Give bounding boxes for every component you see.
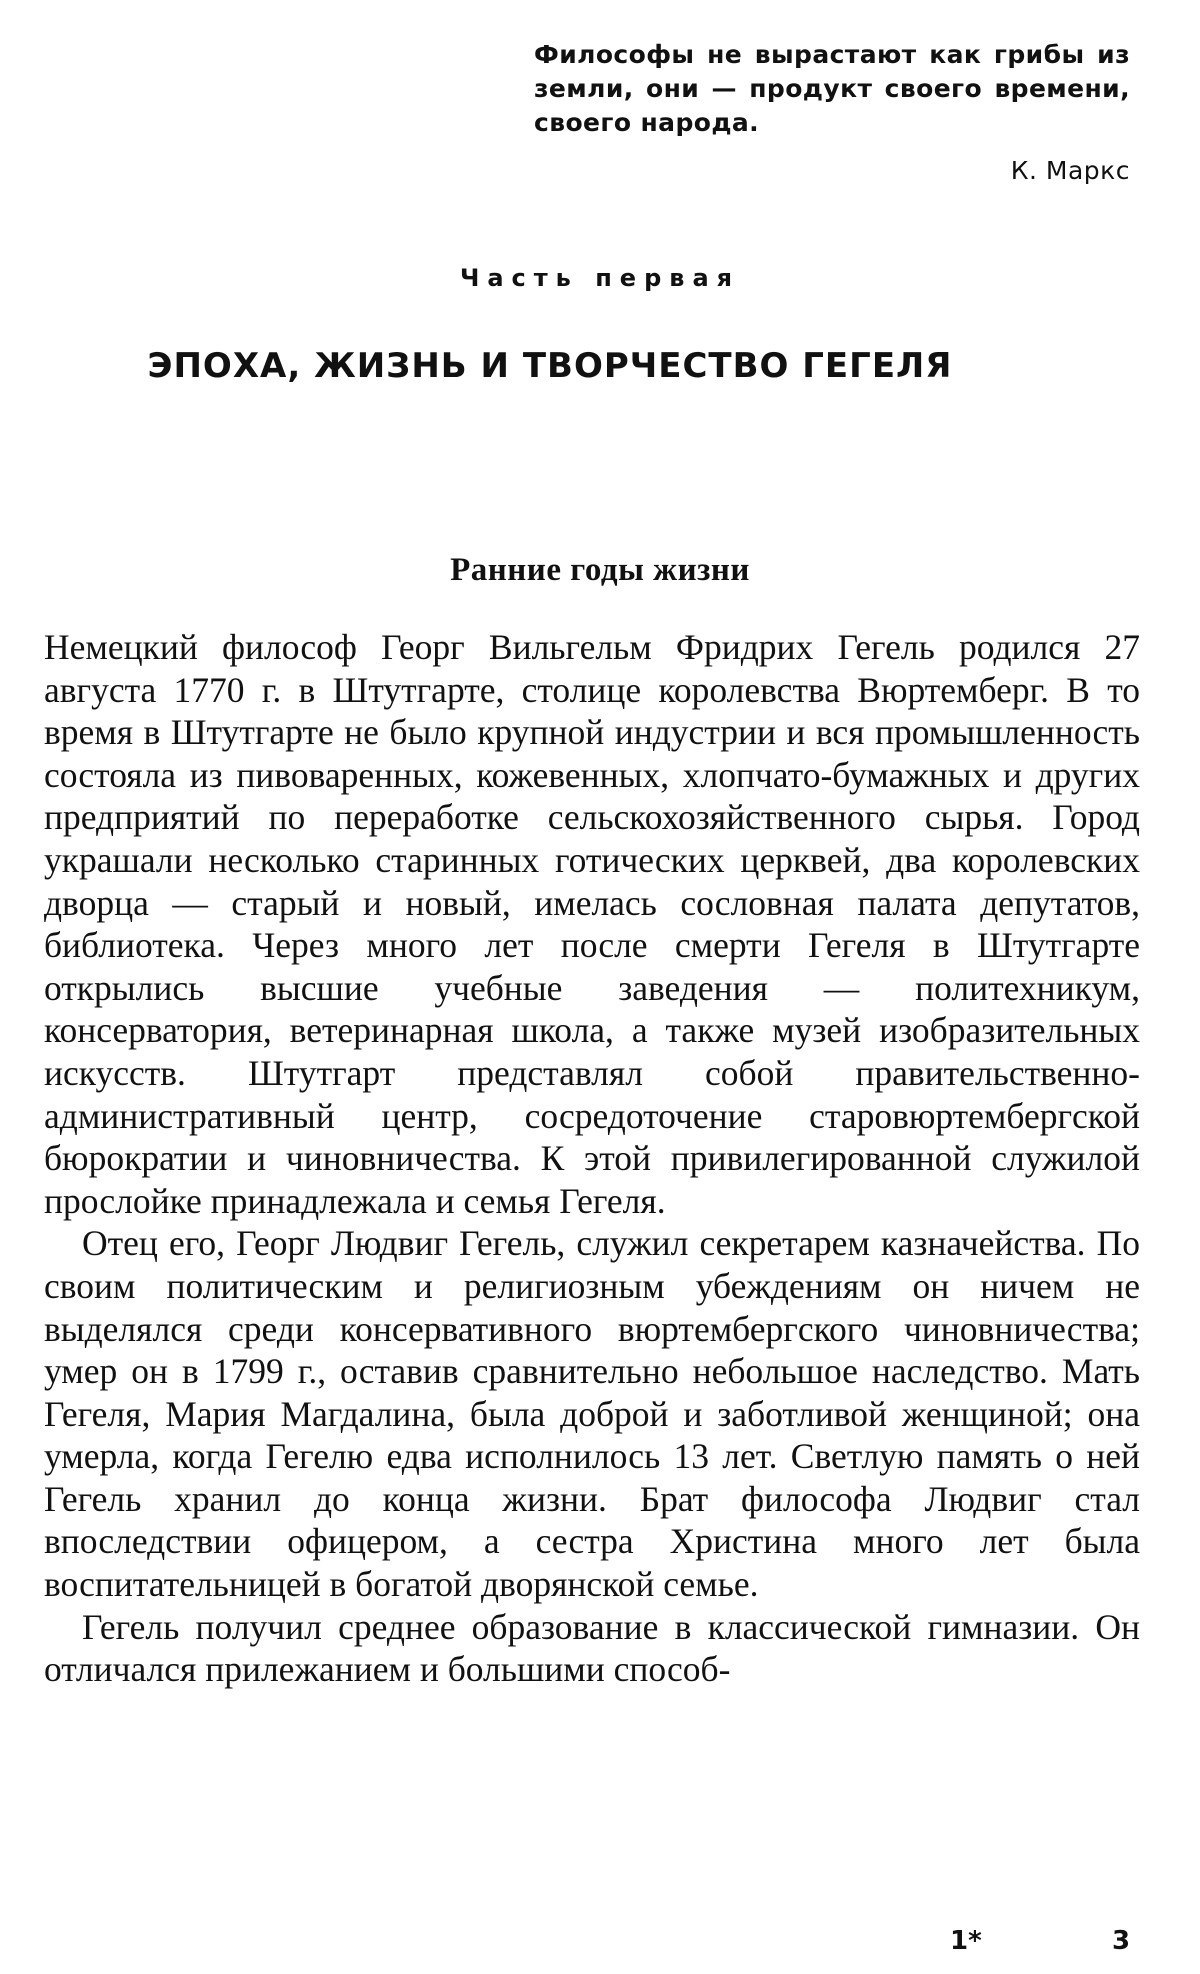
page-number: 3 bbox=[1112, 1926, 1131, 1956]
part-label: Часть первая bbox=[459, 264, 741, 292]
paragraph-2: Отец его, Георг Людвиг Гегель, служил секретарем казначейства. По своим политическим и религиозным убеждениям он ничем не выделялся среди консервативного вюртембергского чиновничества; умер он в 1799 г., оставив сравнительно небольшое наследство. Мать Гегеля, Мария Магдалина, была доброй и заботливой женщиной; она умерла, когда Гегелю едва исполнилось 13 лет. Светлую память о ней Гегель хранил до конца жизни. Брат философа Людвиг стал впоследствии офицером, а сестра Христина много лет была воспитательницей в богатой дворянской семье. bbox=[44, 1223, 1140, 1605]
epigraph-quote: Философы не вырастают как грибы из земли, они — продукт своего времени, своего народа. bbox=[534, 40, 1130, 137]
body-text bbox=[44, 626, 1140, 1691]
section-heading: Ранние годы жизни bbox=[450, 552, 750, 588]
epigraph-author: К. Маркс bbox=[1010, 156, 1130, 185]
paragraph-3: Гегель получил среднее образование в классической гимназии. Он отличался прилежанием и большими способ- bbox=[44, 1606, 1140, 1690]
part-title: ЭПОХА, ЖИЗНЬ И ТВОРЧЕСТВО ГЕГЕЛЯ bbox=[147, 346, 953, 386]
paragraph-1: Немецкий философ Георг Вильгельм Фридрих Гегель родился 27 августа 1770 г. в Штутгарте, столице королевства Вюртемберг. В то время в Штутгарте не было крупной индустрии и вся промышленность состояла из пивоваренных, кожевенных, хлопчато-бумажных и других предприятий по переработке сельскохозяйственного сырья. Город украшали несколько старинных готических церквей, два королевских дворца — старый и новый, имелась сословная палата депутатов, библиотека. Через много лет после смерти Гегеля в Штутгарте открылись высшие учебные заведения — политехникум, консерватория, ветеринарная школа, а также музей изобразительных искусств. Штутгарт представлял собой правительственно-административный центр, сосредоточение старовюртембергской бюрократии и чиновничества. К этой привилегированной служилой прослойке принадлежала и семья Гегеля. bbox=[44, 627, 1140, 1221]
printer-signature-mark: 1* bbox=[950, 1926, 982, 1956]
